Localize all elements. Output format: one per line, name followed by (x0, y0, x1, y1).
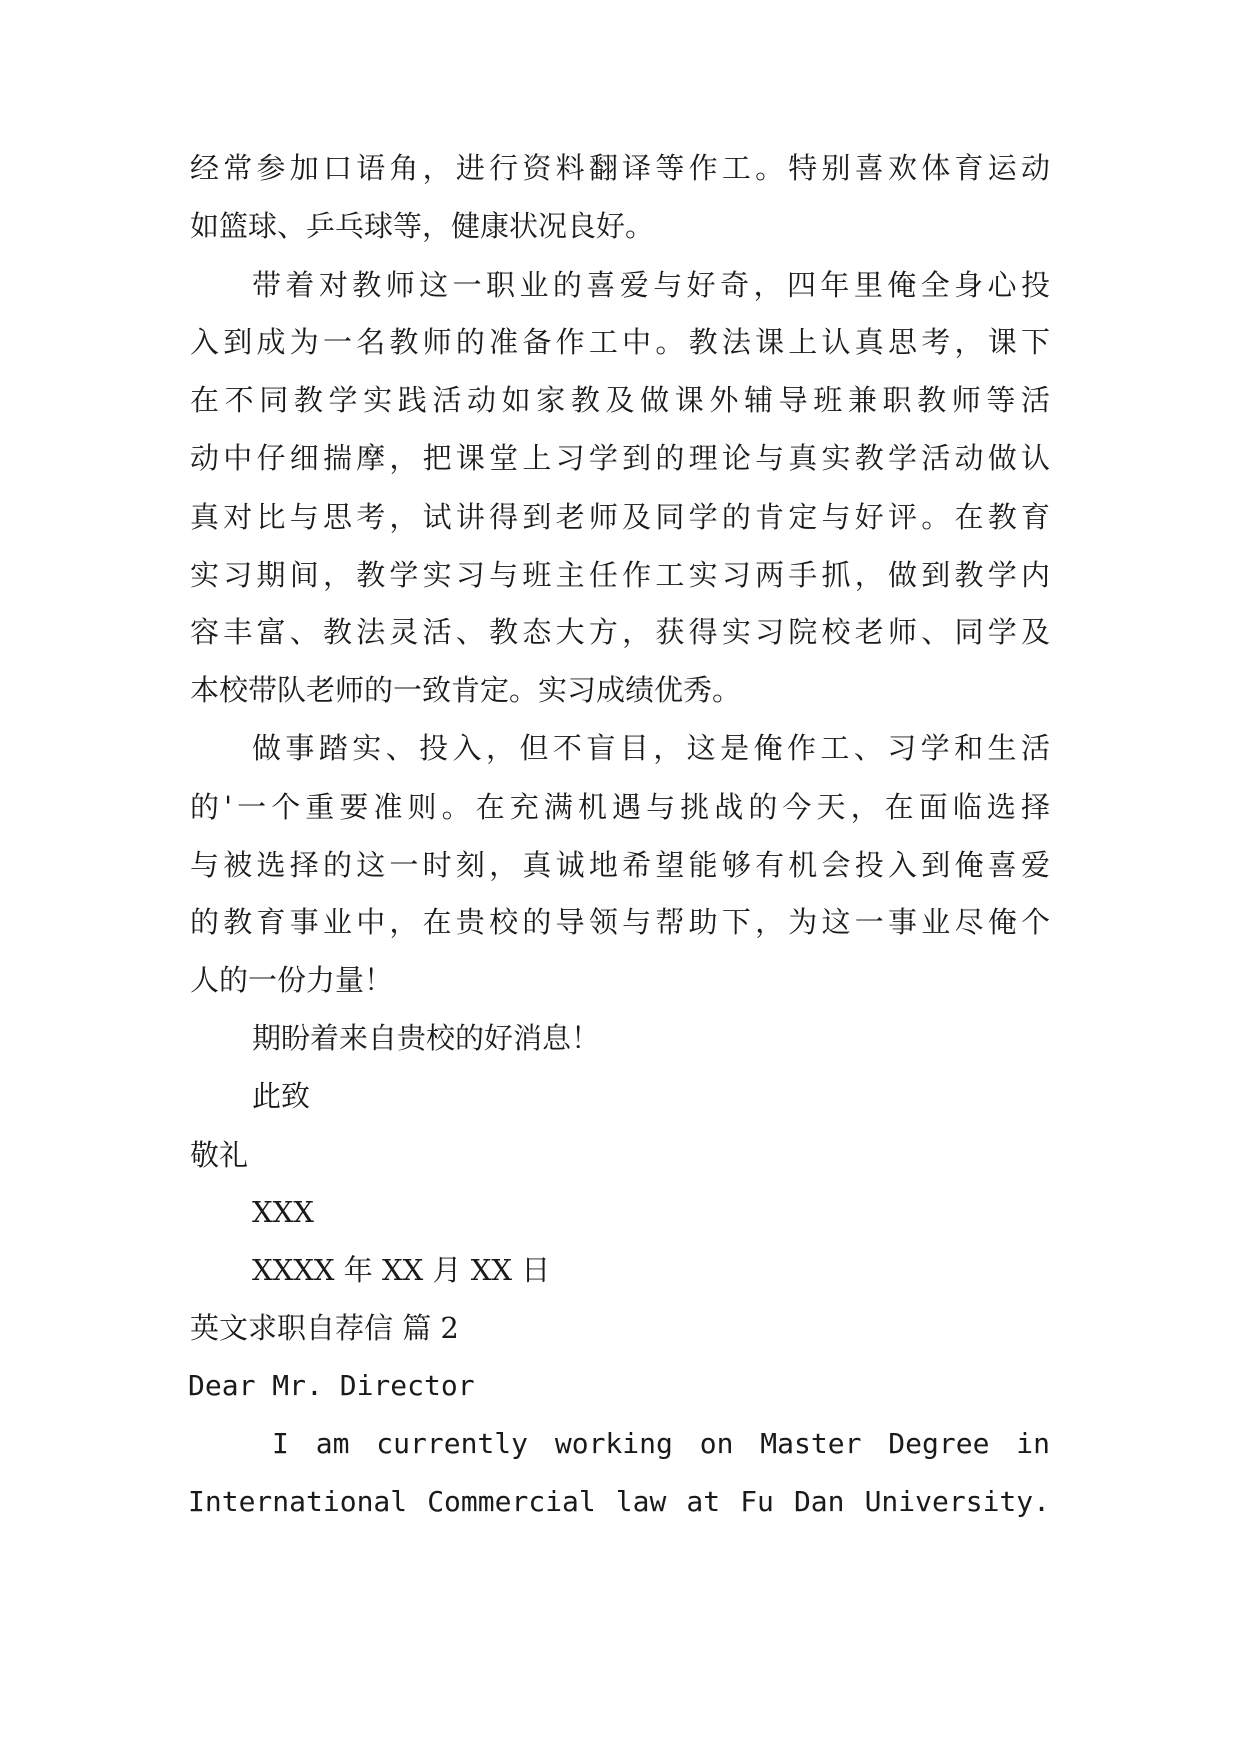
paragraph-3-line-2: 的'一个重要准则。在充满机遇与挑战的今天，在面临选择 (190, 790, 1050, 824)
paragraph-2-line-5: 真对比与思考，试讲得到老师及同学的肯定与好评。在教育 (190, 500, 1050, 534)
section-heading: 英文求职自荐信 篇 2 (190, 1311, 459, 1345)
paragraph-3-line-1: 做事踏实、投入，但不盲目，这是俺作工、习学和生活 (252, 731, 1050, 765)
paragraph-2-line-7: 容丰富、教法灵活、教态大方，获得实习院校老师、同学及 (190, 615, 1050, 649)
body-line-2: 如篮球、乒乓球等，健康状况良好。 (190, 209, 655, 243)
paragraph-2-line-1: 带着对教师这一职业的喜爱与好奇，四年里俺全身心投 (252, 268, 1050, 302)
paragraph-3-line-3: 与被选择的这一时刻，真诚地希望能够有机会投入到俺喜爱 (190, 848, 1050, 882)
paragraph-3-line-4: 的教育事业中，在贵校的导领与帮助下，为这一事业尽俺个 (190, 905, 1050, 939)
paragraph-2-line-6: 实习期间，教学实习与班主任作工实习两手抓，做到教学内 (190, 558, 1050, 592)
paragraph-2-line-4: 动中仔细揣摩，把课堂上习学到的理论与真实教学活动做认 (190, 441, 1050, 475)
closing-jingli: 敬礼 (190, 1138, 249, 1172)
paragraph-2-line-8: 本校带队老师的一致肯定。实习成绩优秀。 (190, 673, 742, 707)
english-line-2: International Commercial law at Fu Dan University. (188, 1485, 1050, 1518)
signature-date: XXXX 年 XX 月 XX 日 (252, 1253, 551, 1287)
english-salutation: Dear Mr. Director (188, 1369, 475, 1402)
closing-cizhi: 此致 (252, 1079, 311, 1113)
closing-expectation: 期盼着来自贵校的好消息！ (252, 1021, 601, 1055)
body-line-1: 经常参加口语角，进行资料翻译等作工。特别喜欢体育运动 (190, 151, 1050, 185)
signature-name: XXX (252, 1195, 314, 1229)
paragraph-2-line-3: 在不同教学实践活动如家教及做课外辅导班兼职教师等活 (190, 383, 1050, 417)
paragraph-3-line-5: 人的一份力量！ (190, 963, 394, 997)
english-line-1: I am currently working on Master Degree in (272, 1427, 1050, 1460)
paragraph-2-line-2: 入到成为一名教师的准备作工中。教法课上认真思考，课下 (190, 325, 1050, 359)
